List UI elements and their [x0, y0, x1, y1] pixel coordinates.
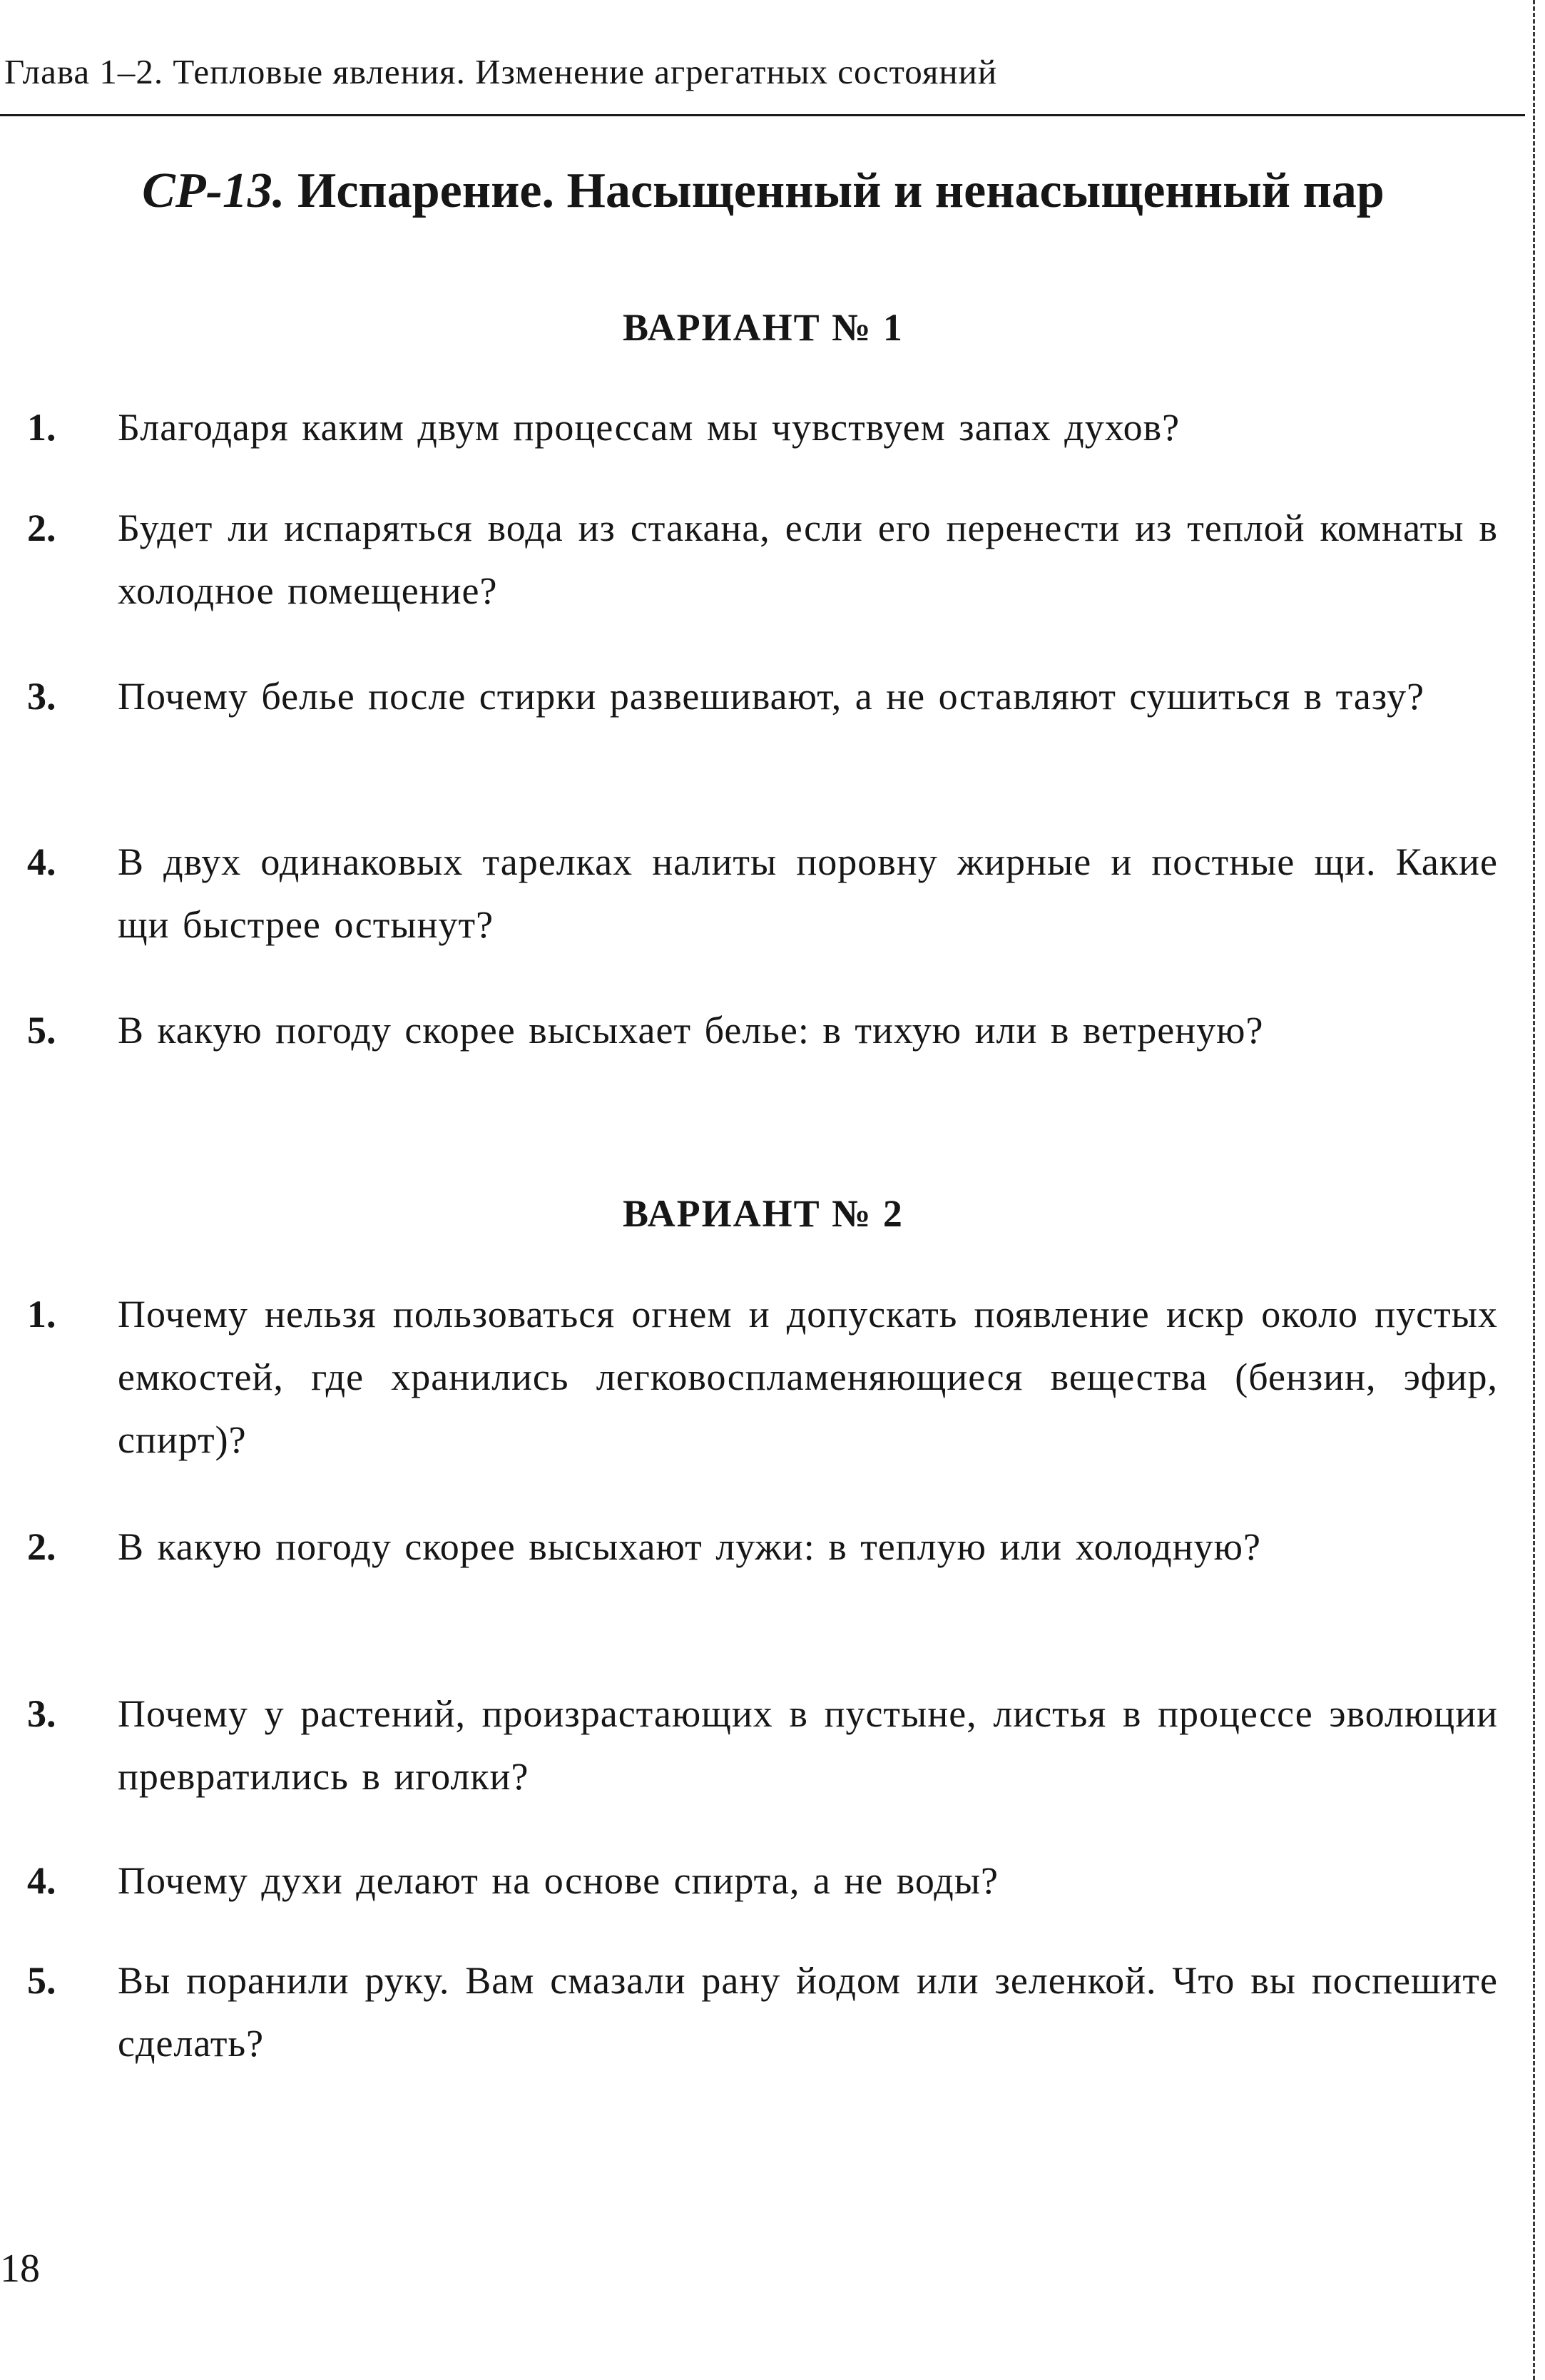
question-v2-3: [0, 1682, 1498, 1808]
question-text: Почему белье после стирки развешивают, а не оставляют сушиться в тазу?: [118, 675, 1425, 718]
question-number: 1.: [27, 1293, 56, 1336]
question-number: 2.: [27, 1525, 56, 1568]
question-text: Вы поранили руку. Вам смазали рану йодом или зеленкой. Что вы поспешите сделать?: [118, 1959, 1498, 2065]
question-v1-3: [0, 665, 1498, 728]
question-v1-4: [0, 830, 1498, 956]
question-number: 5.: [27, 1959, 56, 2002]
question-v1-5: [0, 999, 1498, 1062]
question-text: Будет ли испаряться вода из стакана, если его перенести из теплой комнаты в холодное помещение?: [118, 507, 1498, 612]
question-number: 3.: [27, 1692, 56, 1735]
question-text: В какую погоду скорее высыхает белье: в тихую или в ветреную?: [118, 1009, 1264, 1052]
question-text: Почему нельзя пользоваться огнем и допускать появление искр около пустых емкостей, где хранились легковоспламеняющиеся вещества (бензин, эфир, спирт)?: [118, 1293, 1498, 1461]
work-code: СР-13.: [142, 163, 285, 218]
question-v2-1: [0, 1283, 1498, 1471]
question-number: 4.: [27, 1859, 56, 1902]
variant-2-heading: ВАРИАНТ № 2: [623, 1192, 904, 1235]
variant-1-heading: ВАРИАНТ № 1: [623, 306, 904, 349]
dashed-cut-line: [1533, 0, 1535, 2380]
question-v1-1: [0, 396, 1498, 459]
question-v2-4: [0, 1849, 1498, 1912]
header-divider: [0, 114, 1525, 116]
work-title: [0, 163, 1526, 220]
running-header: Глава 1–2. Тепловые явления. Изменение агрегатных состояний: [4, 52, 998, 91]
question-text: В какую погоду скорее высыхают лужи: в теплую или холодную?: [118, 1525, 1261, 1568]
question-text: Почему у растений, произрастающих в пустыне, листья в процессе эволюции превратились в иголки?: [118, 1692, 1498, 1798]
question-number: 3.: [27, 675, 56, 718]
work-title-text: Испарение. Насыщенный и ненасыщенный пар: [297, 163, 1385, 218]
question-v2-2: [0, 1515, 1498, 1578]
question-number: 5.: [27, 1009, 56, 1052]
question-number: 4.: [27, 840, 56, 883]
question-text: В двух одинаковых тарелках налиты поровну жирные и постные щи. Какие щи быстрее остынут?: [118, 840, 1498, 946]
question-v1-2: [0, 497, 1498, 622]
question-number: 2.: [27, 507, 56, 549]
question-number: 1.: [27, 406, 56, 449]
question-text: Благодаря каким двум процессам мы чувствуем запах духов?: [118, 406, 1181, 449]
question-text: Почему духи делают на основе спирта, а не воды?: [118, 1859, 999, 1902]
page-number: 18: [0, 2247, 40, 2291]
question-v2-5: [0, 1949, 1498, 2075]
